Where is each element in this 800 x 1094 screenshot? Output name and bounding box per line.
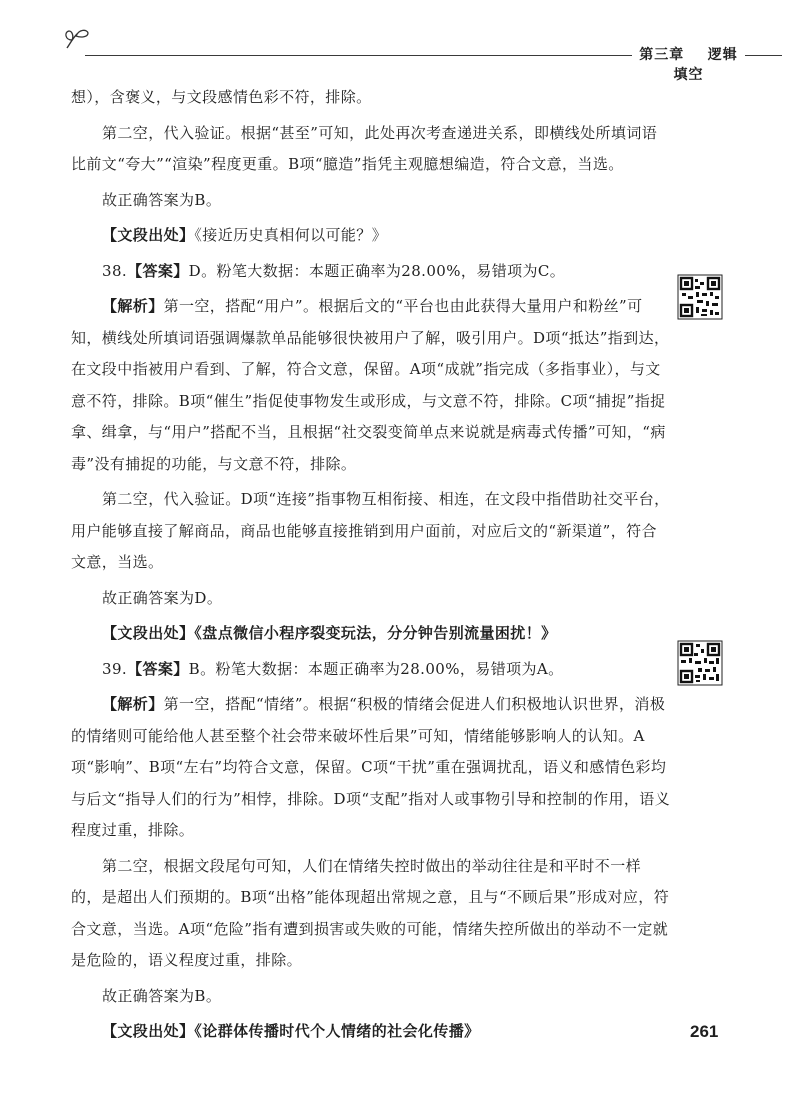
- question-number: 38.: [102, 261, 128, 280]
- page-number: 261: [690, 1022, 719, 1041]
- source-title: 《论群体传播时代个人情绪的社会化传播》: [194, 1022, 480, 1040]
- answer-line: [71, 654, 671, 686]
- qr-code-icon[interactable]: [677, 274, 723, 320]
- source-title: 《盘点微信小程序裂变玩法，分分钟告别流量困扰！》: [194, 624, 557, 642]
- section-label: 逻辑填空: [673, 47, 738, 83]
- leaf-icon: [63, 28, 91, 50]
- source-line: [71, 618, 671, 650]
- answer-text: B。粉笔大数据：本题正确率为28.00%，易错项为A。: [188, 659, 564, 678]
- answer-label: 【答案】: [127, 659, 189, 678]
- source-line: [71, 1016, 671, 1048]
- analysis-text: 第一空，搭配“用户”。根据后文的“平台也由此获得大量用户和粉丝”可知，横线处所填词语强调爆款单品能够很快被用户了解，吸引用户。D项“抵达”指到达，在文段中指被用户看到、了解，符合文意，保留。A项“成就”指完成（多指事业），与文意不符，排除。B项“催生”指促使事物发生或形成，与文意不符，排除。C项“捕捉”指捉拿、缉拿，与“用户”搭配不当，且根据“社交裂变简单点来说就是病毒式传播”可知，“病毒”没有捕捉的功能，与文意不符，排除。: [71, 297, 670, 473]
- header-rule-left: [85, 55, 632, 56]
- chapter-label: 第三章: [639, 47, 685, 63]
- header-rule-right: [745, 55, 782, 56]
- source-label: 【文段出处】: [102, 226, 195, 244]
- paragraph: 第二空，代入验证。D项“连接”指事物互相衔接、相连，在文段中指借助社交平台，用户能够直接了解商品，商品也能够直接推销到用户面前，对应后文的“新渠道”，符合文意，当选。: [71, 490, 670, 571]
- source-label: 【文段出处】: [102, 1022, 195, 1040]
- paragraph: 想），含褒义，与文段感情色彩不符，排除。: [71, 88, 372, 106]
- answer-line: [71, 256, 671, 288]
- paragraph: 故正确答案为B。: [102, 190, 222, 209]
- source-label: 【文段出处】: [102, 624, 195, 642]
- analysis-label: 【解析】: [102, 297, 164, 315]
- analysis-paragraph: [71, 291, 671, 480]
- qr-code-icon[interactable]: [677, 640, 723, 686]
- running-header: [55, 28, 775, 83]
- question-number: 39.: [102, 659, 128, 678]
- answer-label: 【答案】: [127, 261, 189, 280]
- paragraph: 故正确答案为B。: [102, 986, 222, 1005]
- analysis-text: 第一空，搭配“情绪”。根据“积极的情绪会促进人们积极地认识世界，消极的情绪则可能给他人甚至整个社会带来破坏性后果”可知，情绪能够影响人的认知。A项“影响”、B项“左右”均符合文意，保留。C项“干扰”重在强调扰乱，语义和感情色彩均与后文“指导人们的行为”相悖，排除。D项“支配”指对人或事物引导和控制的作用，语义程度过重，排除。: [71, 695, 671, 839]
- paragraph: 故正确答案为D。: [102, 588, 223, 607]
- paragraph: 第二空，代入验证。根据“甚至”可知，此处再次考查递进关系，即横线处所填词语比前文“夸大”“渲染”程度更重。B项“臆造”指凭主观臆想编造，符合文意，当选。: [71, 123, 658, 173]
- source-line: [71, 220, 671, 252]
- source-title: 《接近历史真相何以可能？》: [194, 226, 388, 244]
- page-body: [71, 82, 671, 1048]
- analysis-label: 【解析】: [102, 695, 164, 713]
- paragraph: 第二空，根据文段尾句可知，人们在情绪失控时做出的举动往往是和平时不一样的，是超出人们预期的。B项“出格”能体现超出常规之意，且与“不顾后果”形成对应，符合文意，当选。A项“危险”指有遭到损害或失败的可能，情绪失控所做出的举动不一定就是危险的，语义程度过重，排除。: [71, 856, 670, 969]
- chapter-title: [632, 44, 745, 84]
- answer-text: D。粉笔大数据：本题正确率为28.00%，易错项为C。: [188, 261, 566, 280]
- analysis-paragraph: [71, 689, 671, 847]
